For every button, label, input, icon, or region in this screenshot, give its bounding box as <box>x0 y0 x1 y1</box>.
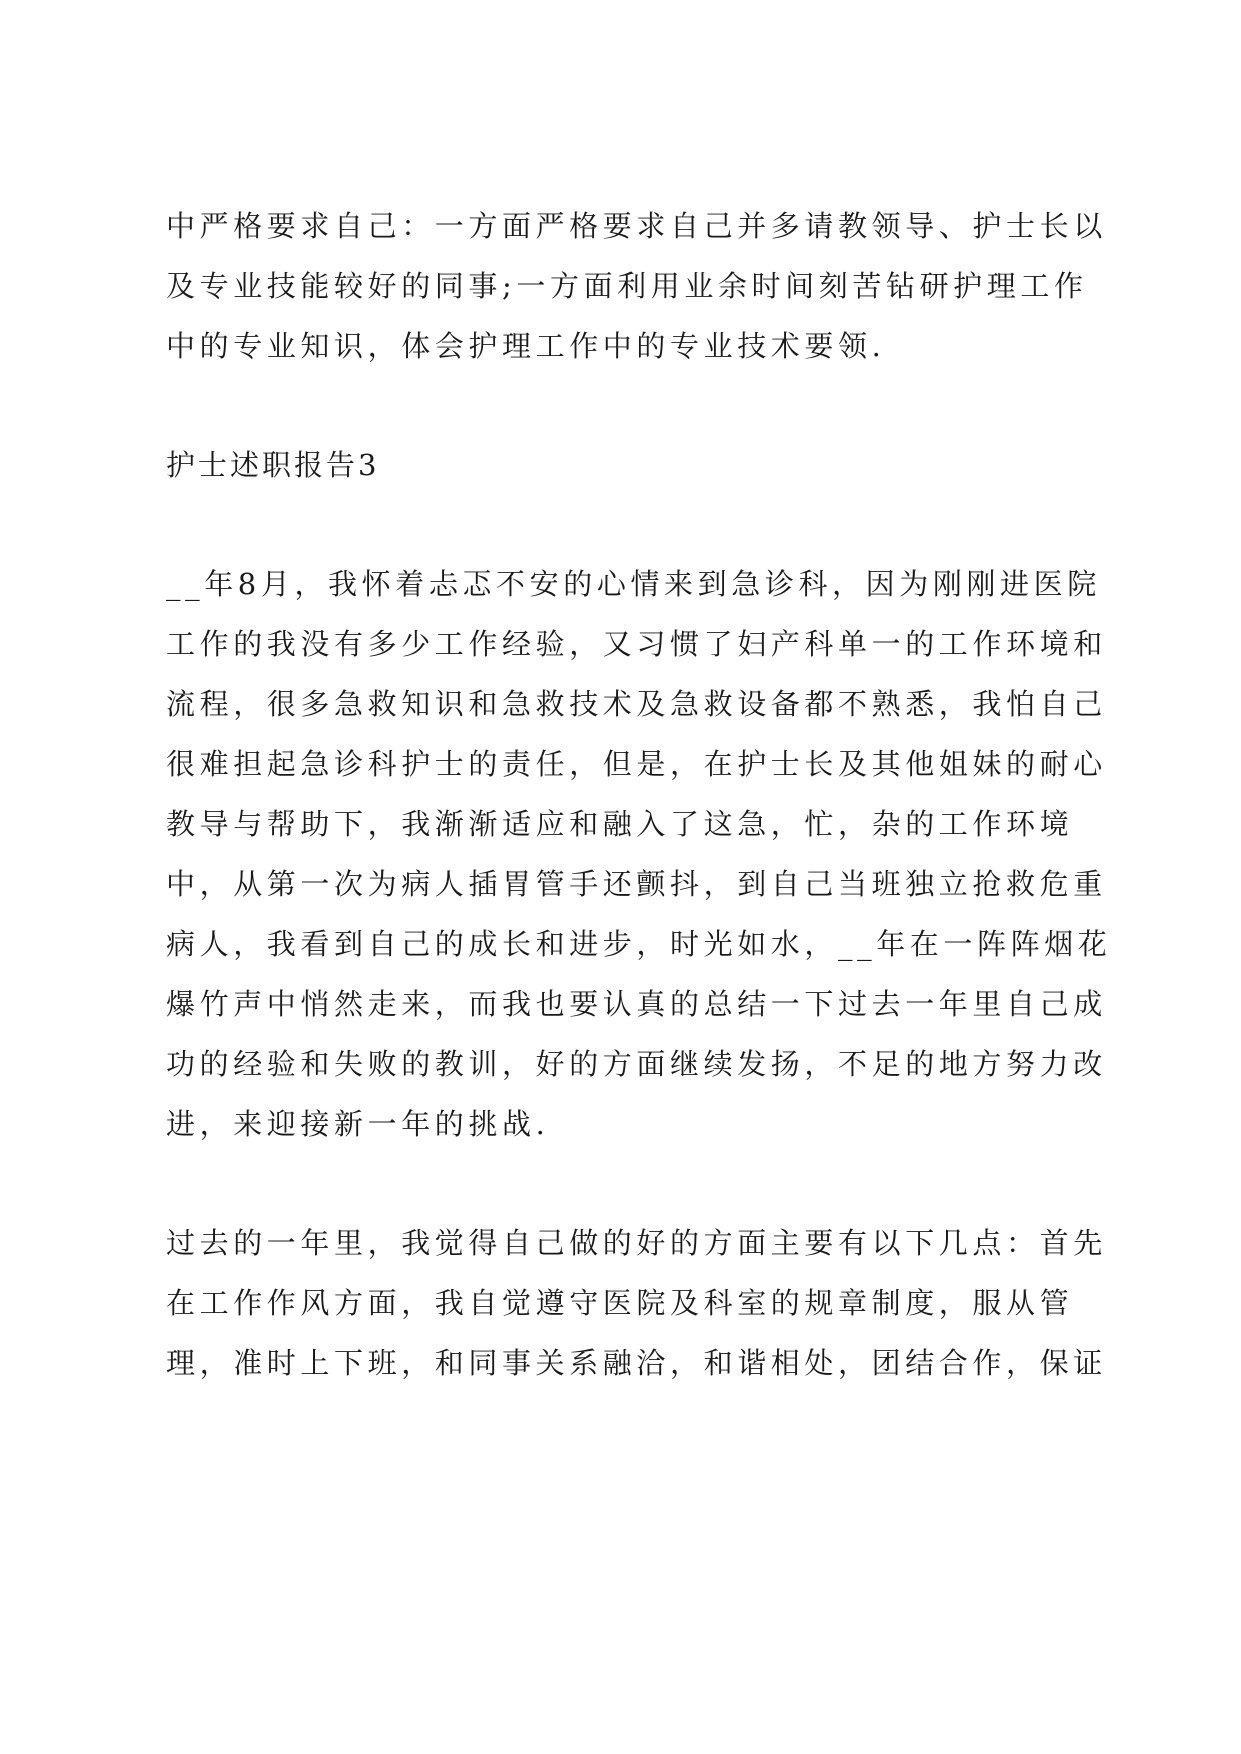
paragraph-1-line-1: 中严格要求自己：一方面严格要求自己并多请教领导、护士长以 <box>166 209 1107 243</box>
paragraph-2-line-7: 病人，我看到自己的成长和进步，时光如水，__年在一阵阵烟花 <box>166 927 1112 961</box>
paragraph-3-line-1: 过去的一年里，我觉得自己做的好的方面主要有以下几点：首先 <box>166 1226 1107 1260</box>
paragraph-2-line-6: 中，从第一次为病人插胃管手还颤抖，到自己当班独立抢救危重 <box>166 867 1107 901</box>
paragraph-3-line-3: 理，准时上下班，和同事关系融洽，和谐相处，团结合作，保证 <box>166 1346 1107 1380</box>
paragraph-2-line-10: 进，来迎接新一年的挑战. <box>166 1107 550 1141</box>
paragraph-2-line-1: __年8月，我怀着忐忑不安的心情来到急诊科，因为刚刚进医院 <box>166 567 1101 601</box>
paragraph-2-line-4: 很难担起急诊科护士的责任，但是，在护士长及其他姐妹的耐心 <box>166 747 1107 781</box>
paragraph-1-line-3: 中的专业知识，体会护理工作中的专业技术要领. <box>166 329 886 363</box>
paragraph-2-line-3: 流程，很多急救知识和急救技术及急救设备都不熟悉，我怕自己 <box>166 687 1107 721</box>
paragraph-2-line-2: 工作的我没有多少工作经验，又习惯了妇产科单一的工作环境和 <box>166 627 1107 661</box>
paragraph-2-line-9: 功的经验和失败的教训，好的方面继续发扬，不足的地方努力改 <box>166 1047 1107 1081</box>
section-heading: 护士述职报告3 <box>166 448 380 482</box>
paragraph-2-line-5: 教导与帮助下，我渐渐适应和融入了这急，忙，杂的工作环境 <box>166 807 1074 841</box>
paragraph-1-line-2: 及专业技能较好的同事;一方面利用业余时间刻苦钻研护理工作 <box>166 269 1088 303</box>
paragraph-2-line-8: 爆竹声中悄然走来，而我也要认真的总结一下过去一年里自己成 <box>166 987 1107 1021</box>
paragraph-3-line-2: 在工作作风方面，我自觉遵守医院及科室的规章制度，服从管 <box>166 1286 1074 1320</box>
